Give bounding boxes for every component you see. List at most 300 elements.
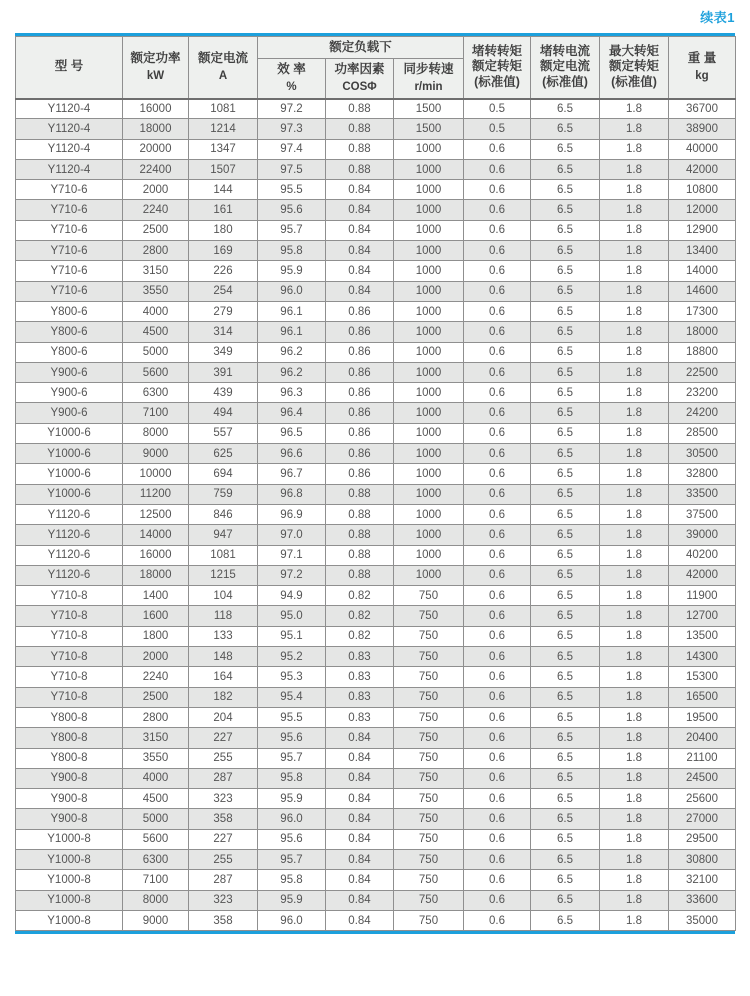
- motor-spec-table-wrap: [15, 33, 735, 934]
- cell-sync_speed_rpm: 1000: [394, 423, 464, 443]
- cell-locked_current_ratio: 6.5: [531, 200, 600, 220]
- cell-current_a: 1081: [189, 99, 258, 119]
- cell-model: Y1000-8: [16, 890, 123, 910]
- cell-power_factor: 0.84: [326, 220, 394, 240]
- cell-sync_speed_rpm: 1000: [394, 159, 464, 179]
- cell-current_a: 144: [189, 180, 258, 200]
- cell-max_torque_ratio: 1.8: [600, 423, 669, 443]
- cell-power_factor: 0.84: [326, 261, 394, 281]
- cell-max_torque_ratio: 1.8: [600, 647, 669, 667]
- cell-power_factor: 0.88: [326, 525, 394, 545]
- cell-efficiency_pct: 95.9: [258, 261, 326, 281]
- cell-locked_current_ratio: 6.5: [531, 139, 600, 159]
- cell-power_factor: 0.88: [326, 99, 394, 119]
- cell-weight_kg: 20400: [669, 728, 736, 748]
- cell-current_a: 439: [189, 383, 258, 403]
- cell-efficiency_pct: 96.1: [258, 301, 326, 321]
- cell-max_torque_ratio: 1.8: [600, 281, 669, 301]
- cell-locked_current_ratio: 6.5: [531, 362, 600, 382]
- cell-locked_torque_ratio: 0.6: [464, 728, 531, 748]
- table-row: [16, 809, 736, 829]
- cell-locked_current_ratio: 6.5: [531, 707, 600, 727]
- cell-locked_torque_ratio: 0.6: [464, 870, 531, 890]
- cell-locked_torque_ratio: 0.6: [464, 789, 531, 809]
- table-row: [16, 139, 736, 159]
- cell-model: Y710-6: [16, 241, 123, 261]
- cell-current_a: 227: [189, 728, 258, 748]
- cell-weight_kg: 39000: [669, 525, 736, 545]
- cell-locked_current_ratio: 6.5: [531, 667, 600, 687]
- cell-sync_speed_rpm: 750: [394, 667, 464, 687]
- cell-power_kw: 18000: [123, 565, 189, 585]
- cell-power_factor: 0.88: [326, 565, 394, 585]
- table-row: [16, 829, 736, 849]
- cell-current_a: 287: [189, 870, 258, 890]
- cell-sync_speed_rpm: 750: [394, 647, 464, 667]
- cell-weight_kg: 30800: [669, 849, 736, 869]
- cell-efficiency_pct: 95.5: [258, 180, 326, 200]
- cell-locked_current_ratio: 6.5: [531, 180, 600, 200]
- cell-model: Y1000-8: [16, 829, 123, 849]
- cell-locked_torque_ratio: 0.6: [464, 362, 531, 382]
- cell-weight_kg: 16500: [669, 687, 736, 707]
- cell-model: Y1000-8: [16, 849, 123, 869]
- cell-max_torque_ratio: 1.8: [600, 403, 669, 423]
- cell-model: Y1120-6: [16, 545, 123, 565]
- cell-max_torque_ratio: 1.8: [600, 565, 669, 585]
- cell-weight_kg: 18000: [669, 322, 736, 342]
- cell-power_kw: 2240: [123, 667, 189, 687]
- cell-weight_kg: 29500: [669, 829, 736, 849]
- cell-locked_torque_ratio: 0.6: [464, 200, 531, 220]
- cell-power_factor: 0.82: [326, 606, 394, 626]
- col-header-efficiency: 效 率 %: [258, 59, 326, 99]
- cell-locked_current_ratio: 6.5: [531, 119, 600, 139]
- cell-locked_current_ratio: 6.5: [531, 849, 600, 869]
- cell-locked_torque_ratio: 0.6: [464, 139, 531, 159]
- cell-efficiency_pct: 95.9: [258, 890, 326, 910]
- cell-model: Y710-8: [16, 667, 123, 687]
- cell-weight_kg: 25600: [669, 789, 736, 809]
- header-row-top: [16, 37, 736, 59]
- cell-efficiency_pct: 95.3: [258, 667, 326, 687]
- table-row: [16, 281, 736, 301]
- cell-efficiency_pct: 94.9: [258, 586, 326, 606]
- cell-power_factor: 0.84: [326, 849, 394, 869]
- cell-max_torque_ratio: 1.8: [600, 707, 669, 727]
- cell-efficiency_pct: 96.2: [258, 342, 326, 362]
- cell-sync_speed_rpm: 1000: [394, 545, 464, 565]
- cell-weight_kg: 33500: [669, 484, 736, 504]
- cell-model: Y710-6: [16, 220, 123, 240]
- cell-efficiency_pct: 96.7: [258, 464, 326, 484]
- col-header-model-label: 型 号: [54, 59, 84, 74]
- cell-power_factor: 0.88: [326, 139, 394, 159]
- cell-sync_speed_rpm: 750: [394, 606, 464, 626]
- cell-max_torque_ratio: 1.8: [600, 728, 669, 748]
- cell-model: Y1120-4: [16, 99, 123, 119]
- cell-model: Y800-6: [16, 322, 123, 342]
- table-row: [16, 261, 736, 281]
- cell-efficiency_pct: 95.8: [258, 768, 326, 788]
- cell-model: Y900-6: [16, 362, 123, 382]
- col-header-max-torque-ratio: 最大转矩 额定转矩 (标准值): [600, 37, 669, 99]
- cell-model: Y900-8: [16, 809, 123, 829]
- cell-locked_torque_ratio: 0.6: [464, 423, 531, 443]
- cell-locked_current_ratio: 6.5: [531, 322, 600, 342]
- cell-max_torque_ratio: 1.8: [600, 606, 669, 626]
- unit-cos-phi: COSΦ: [342, 80, 377, 93]
- cell-weight_kg: 28500: [669, 423, 736, 443]
- cell-current_a: 1347: [189, 139, 258, 159]
- cell-locked_torque_ratio: 0.6: [464, 565, 531, 585]
- cell-power_kw: 2800: [123, 241, 189, 261]
- cell-power_kw: 1800: [123, 626, 189, 646]
- cell-weight_kg: 13500: [669, 626, 736, 646]
- cell-locked_current_ratio: 6.5: [531, 565, 600, 585]
- cell-power_factor: 0.83: [326, 687, 394, 707]
- cell-current_a: 180: [189, 220, 258, 240]
- cell-locked_torque_ratio: 0.6: [464, 159, 531, 179]
- cell-locked_current_ratio: 6.5: [531, 342, 600, 362]
- cell-sync_speed_rpm: 1000: [394, 261, 464, 281]
- cell-efficiency_pct: 97.3: [258, 119, 326, 139]
- cell-power_factor: 0.88: [326, 159, 394, 179]
- table-row: [16, 241, 736, 261]
- cell-power_factor: 0.84: [326, 241, 394, 261]
- cell-current_a: 227: [189, 829, 258, 849]
- cell-locked_current_ratio: 6.5: [531, 748, 600, 768]
- cell-max_torque_ratio: 1.8: [600, 910, 669, 930]
- cell-efficiency_pct: 95.6: [258, 200, 326, 220]
- cell-power_kw: 20000: [123, 139, 189, 159]
- table-row: [16, 403, 736, 423]
- cell-weight_kg: 14300: [669, 647, 736, 667]
- cell-power_factor: 0.86: [326, 464, 394, 484]
- cell-locked_torque_ratio: 0.6: [464, 342, 531, 362]
- cell-locked_torque_ratio: 0.5: [464, 99, 531, 119]
- cell-power_kw: 16000: [123, 545, 189, 565]
- cell-sync_speed_rpm: 750: [394, 687, 464, 707]
- cell-sync_speed_rpm: 750: [394, 829, 464, 849]
- cell-locked_current_ratio: 6.5: [531, 545, 600, 565]
- cell-current_a: 226: [189, 261, 258, 281]
- cell-efficiency_pct: 95.7: [258, 748, 326, 768]
- cell-locked_current_ratio: 6.5: [531, 525, 600, 545]
- cell-weight_kg: 12000: [669, 200, 736, 220]
- table-row: [16, 687, 736, 707]
- cell-weight_kg: 32100: [669, 870, 736, 890]
- cell-max_torque_ratio: 1.8: [600, 99, 669, 119]
- cell-current_a: 1215: [189, 565, 258, 585]
- cell-weight_kg: 40000: [669, 139, 736, 159]
- cell-model: Y1000-6: [16, 464, 123, 484]
- cell-max_torque_ratio: 1.8: [600, 362, 669, 382]
- cell-max_torque_ratio: 1.8: [600, 687, 669, 707]
- cell-weight_kg: 36700: [669, 99, 736, 119]
- cell-current_a: 161: [189, 200, 258, 220]
- table-row: [16, 99, 736, 119]
- cell-weight_kg: 24200: [669, 403, 736, 423]
- cell-power_kw: 6300: [123, 849, 189, 869]
- cell-model: Y710-6: [16, 281, 123, 301]
- col-header-weight: 重 量 kg: [669, 37, 736, 99]
- cell-model: Y1000-6: [16, 484, 123, 504]
- table-row: [16, 484, 736, 504]
- cell-sync_speed_rpm: 1000: [394, 200, 464, 220]
- cell-sync_speed_rpm: 750: [394, 890, 464, 910]
- cell-model: Y900-6: [16, 383, 123, 403]
- col-header-rated-load-group: 额定负载下: [258, 37, 464, 59]
- cell-max_torque_ratio: 1.8: [600, 200, 669, 220]
- cell-efficiency_pct: 95.7: [258, 220, 326, 240]
- cell-current_a: 287: [189, 768, 258, 788]
- cell-locked_current_ratio: 6.5: [531, 99, 600, 119]
- table-row: [16, 890, 736, 910]
- cell-locked_current_ratio: 6.5: [531, 768, 600, 788]
- cell-locked_torque_ratio: 0.6: [464, 647, 531, 667]
- cell-power_kw: 4500: [123, 789, 189, 809]
- cell-power_kw: 8000: [123, 423, 189, 443]
- cell-model: Y1120-4: [16, 159, 123, 179]
- cell-power_factor: 0.86: [326, 322, 394, 342]
- table-row: [16, 362, 736, 382]
- cell-model: Y800-6: [16, 301, 123, 321]
- cell-current_a: 118: [189, 606, 258, 626]
- table-row: [16, 789, 736, 809]
- cell-current_a: 759: [189, 484, 258, 504]
- cell-max_torque_ratio: 1.8: [600, 748, 669, 768]
- cell-max_torque_ratio: 1.8: [600, 301, 669, 321]
- cell-power_factor: 0.84: [326, 768, 394, 788]
- table-row: [16, 444, 736, 464]
- cell-efficiency_pct: 97.1: [258, 545, 326, 565]
- table-row: [16, 159, 736, 179]
- cell-current_a: 358: [189, 910, 258, 930]
- cell-locked_torque_ratio: 0.6: [464, 261, 531, 281]
- cell-current_a: 1507: [189, 159, 258, 179]
- cell-model: Y710-8: [16, 687, 123, 707]
- cell-efficiency_pct: 95.6: [258, 829, 326, 849]
- cell-max_torque_ratio: 1.8: [600, 768, 669, 788]
- unit-kw: kW: [146, 69, 165, 82]
- cell-model: Y710-8: [16, 647, 123, 667]
- cell-current_a: 323: [189, 890, 258, 910]
- cell-current_a: 494: [189, 403, 258, 423]
- cell-locked_torque_ratio: 0.6: [464, 606, 531, 626]
- cell-locked_current_ratio: 6.5: [531, 484, 600, 504]
- cell-efficiency_pct: 96.0: [258, 809, 326, 829]
- col-header-locked-current-ratio: 堵转电流 额定电流 (标准值): [531, 37, 600, 99]
- cell-sync_speed_rpm: 1000: [394, 322, 464, 342]
- cell-sync_speed_rpm: 1000: [394, 362, 464, 382]
- cell-max_torque_ratio: 1.8: [600, 464, 669, 484]
- cell-power_factor: 0.82: [326, 586, 394, 606]
- cell-power_factor: 0.84: [326, 748, 394, 768]
- cell-power_factor: 0.88: [326, 504, 394, 524]
- cell-locked_torque_ratio: 0.6: [464, 910, 531, 930]
- cell-weight_kg: 22500: [669, 362, 736, 382]
- cell-current_a: 182: [189, 687, 258, 707]
- table-row: [16, 545, 736, 565]
- cell-power_kw: 2800: [123, 707, 189, 727]
- table-row: [16, 504, 736, 524]
- cell-model: Y710-6: [16, 180, 123, 200]
- cell-max_torque_ratio: 1.8: [600, 890, 669, 910]
- cell-locked_torque_ratio: 0.6: [464, 768, 531, 788]
- cell-power_kw: 3550: [123, 281, 189, 301]
- cell-power_kw: 12500: [123, 504, 189, 524]
- cell-sync_speed_rpm: 750: [394, 849, 464, 869]
- cell-current_a: 358: [189, 809, 258, 829]
- cell-locked_current_ratio: 6.5: [531, 606, 600, 626]
- cell-power_kw: 7100: [123, 870, 189, 890]
- table-row: [16, 586, 736, 606]
- cell-power_factor: 0.88: [326, 119, 394, 139]
- cell-locked_current_ratio: 6.5: [531, 301, 600, 321]
- cell-model: Y1120-4: [16, 139, 123, 159]
- cell-power_kw: 2000: [123, 180, 189, 200]
- cell-locked_torque_ratio: 0.6: [464, 322, 531, 342]
- cell-sync_speed_rpm: 750: [394, 626, 464, 646]
- cell-efficiency_pct: 95.4: [258, 687, 326, 707]
- col-header-sync-speed: 同步转速 r/min: [394, 59, 464, 99]
- cell-locked_torque_ratio: 0.6: [464, 707, 531, 727]
- cell-power_kw: 14000: [123, 525, 189, 545]
- cell-power_factor: 0.86: [326, 342, 394, 362]
- cell-max_torque_ratio: 1.8: [600, 484, 669, 504]
- cell-current_a: 164: [189, 667, 258, 687]
- cell-locked_current_ratio: 6.5: [531, 626, 600, 646]
- cell-weight_kg: 13400: [669, 241, 736, 261]
- cell-sync_speed_rpm: 1000: [394, 342, 464, 362]
- cell-max_torque_ratio: 1.8: [600, 261, 669, 281]
- cell-power_kw: 16000: [123, 99, 189, 119]
- cell-locked_torque_ratio: 0.6: [464, 748, 531, 768]
- table-row: [16, 910, 736, 930]
- table-row: [16, 383, 736, 403]
- cell-efficiency_pct: 97.0: [258, 525, 326, 545]
- cell-sync_speed_rpm: 1000: [394, 139, 464, 159]
- table-row: [16, 870, 736, 890]
- cell-weight_kg: 27000: [669, 809, 736, 829]
- cell-locked_current_ratio: 6.5: [531, 241, 600, 261]
- cell-power_factor: 0.84: [326, 789, 394, 809]
- cell-sync_speed_rpm: 750: [394, 768, 464, 788]
- cell-max_torque_ratio: 1.8: [600, 180, 669, 200]
- cell-power_kw: 1400: [123, 586, 189, 606]
- continued-table-label: 续表1: [700, 10, 735, 25]
- cell-locked_torque_ratio: 0.6: [464, 504, 531, 524]
- cell-max_torque_ratio: 1.8: [600, 586, 669, 606]
- table-row: [16, 220, 736, 240]
- cell-model: Y710-8: [16, 606, 123, 626]
- cell-power_kw: 3150: [123, 728, 189, 748]
- cell-efficiency_pct: 96.1: [258, 322, 326, 342]
- cell-power_kw: 5000: [123, 809, 189, 829]
- cell-power_kw: 22400: [123, 159, 189, 179]
- cell-sync_speed_rpm: 750: [394, 748, 464, 768]
- table-row: [16, 849, 736, 869]
- cell-weight_kg: 35000: [669, 910, 736, 930]
- cell-power_factor: 0.86: [326, 301, 394, 321]
- cell-current_a: 148: [189, 647, 258, 667]
- cell-locked_torque_ratio: 0.5: [464, 119, 531, 139]
- cell-model: Y800-8: [16, 748, 123, 768]
- cell-locked_torque_ratio: 0.6: [464, 545, 531, 565]
- cell-power_kw: 5600: [123, 362, 189, 382]
- motor-spec-table: [15, 36, 736, 931]
- table-body: [16, 99, 736, 931]
- cell-power_factor: 0.84: [326, 910, 394, 930]
- table-row: [16, 565, 736, 585]
- cell-weight_kg: 15300: [669, 667, 736, 687]
- cell-sync_speed_rpm: 1000: [394, 180, 464, 200]
- cell-locked_torque_ratio: 0.6: [464, 667, 531, 687]
- cell-sync_speed_rpm: 750: [394, 789, 464, 809]
- cell-power_factor: 0.88: [326, 484, 394, 504]
- cell-sync_speed_rpm: 1000: [394, 281, 464, 301]
- cell-model: Y1120-4: [16, 119, 123, 139]
- cell-locked_torque_ratio: 0.6: [464, 383, 531, 403]
- cell-locked_current_ratio: 6.5: [531, 383, 600, 403]
- cell-power_factor: 0.84: [326, 180, 394, 200]
- cell-sync_speed_rpm: 1000: [394, 464, 464, 484]
- cell-current_a: 846: [189, 504, 258, 524]
- cell-weight_kg: 38900: [669, 119, 736, 139]
- cell-efficiency_pct: 95.1: [258, 626, 326, 646]
- cell-max_torque_ratio: 1.8: [600, 667, 669, 687]
- cell-locked_current_ratio: 6.5: [531, 403, 600, 423]
- cell-model: Y900-8: [16, 768, 123, 788]
- col-header-rated-power: 额定功率 kW: [123, 37, 189, 99]
- table-row: [16, 301, 736, 321]
- cell-sync_speed_rpm: 1000: [394, 403, 464, 423]
- cell-power_factor: 0.84: [326, 281, 394, 301]
- cell-locked_torque_ratio: 0.6: [464, 241, 531, 261]
- cell-sync_speed_rpm: 1500: [394, 99, 464, 119]
- cell-current_a: 279: [189, 301, 258, 321]
- cell-current_a: 133: [189, 626, 258, 646]
- cell-power_factor: 0.83: [326, 667, 394, 687]
- cell-sync_speed_rpm: 1000: [394, 301, 464, 321]
- cell-efficiency_pct: 95.8: [258, 870, 326, 890]
- cell-power_kw: 6300: [123, 383, 189, 403]
- cell-weight_kg: 19500: [669, 707, 736, 727]
- cell-power_factor: 0.86: [326, 444, 394, 464]
- unit-rpm: r/min: [414, 80, 443, 93]
- cell-locked_torque_ratio: 0.6: [464, 809, 531, 829]
- cell-power_kw: 8000: [123, 890, 189, 910]
- cell-max_torque_ratio: 1.8: [600, 789, 669, 809]
- cell-power_kw: 3550: [123, 748, 189, 768]
- table-row: [16, 606, 736, 626]
- cell-weight_kg: 12700: [669, 606, 736, 626]
- cell-locked_current_ratio: 6.5: [531, 789, 600, 809]
- cell-max_torque_ratio: 1.8: [600, 139, 669, 159]
- cell-locked_current_ratio: 6.5: [531, 159, 600, 179]
- cell-locked_torque_ratio: 0.6: [464, 626, 531, 646]
- cell-current_a: 104: [189, 586, 258, 606]
- cell-model: Y900-8: [16, 789, 123, 809]
- cell-max_torque_ratio: 1.8: [600, 545, 669, 565]
- cell-max_torque_ratio: 1.8: [600, 383, 669, 403]
- cell-current_a: 255: [189, 748, 258, 768]
- cell-sync_speed_rpm: 1000: [394, 241, 464, 261]
- cell-model: Y710-8: [16, 626, 123, 646]
- cell-max_torque_ratio: 1.8: [600, 119, 669, 139]
- cell-current_a: 694: [189, 464, 258, 484]
